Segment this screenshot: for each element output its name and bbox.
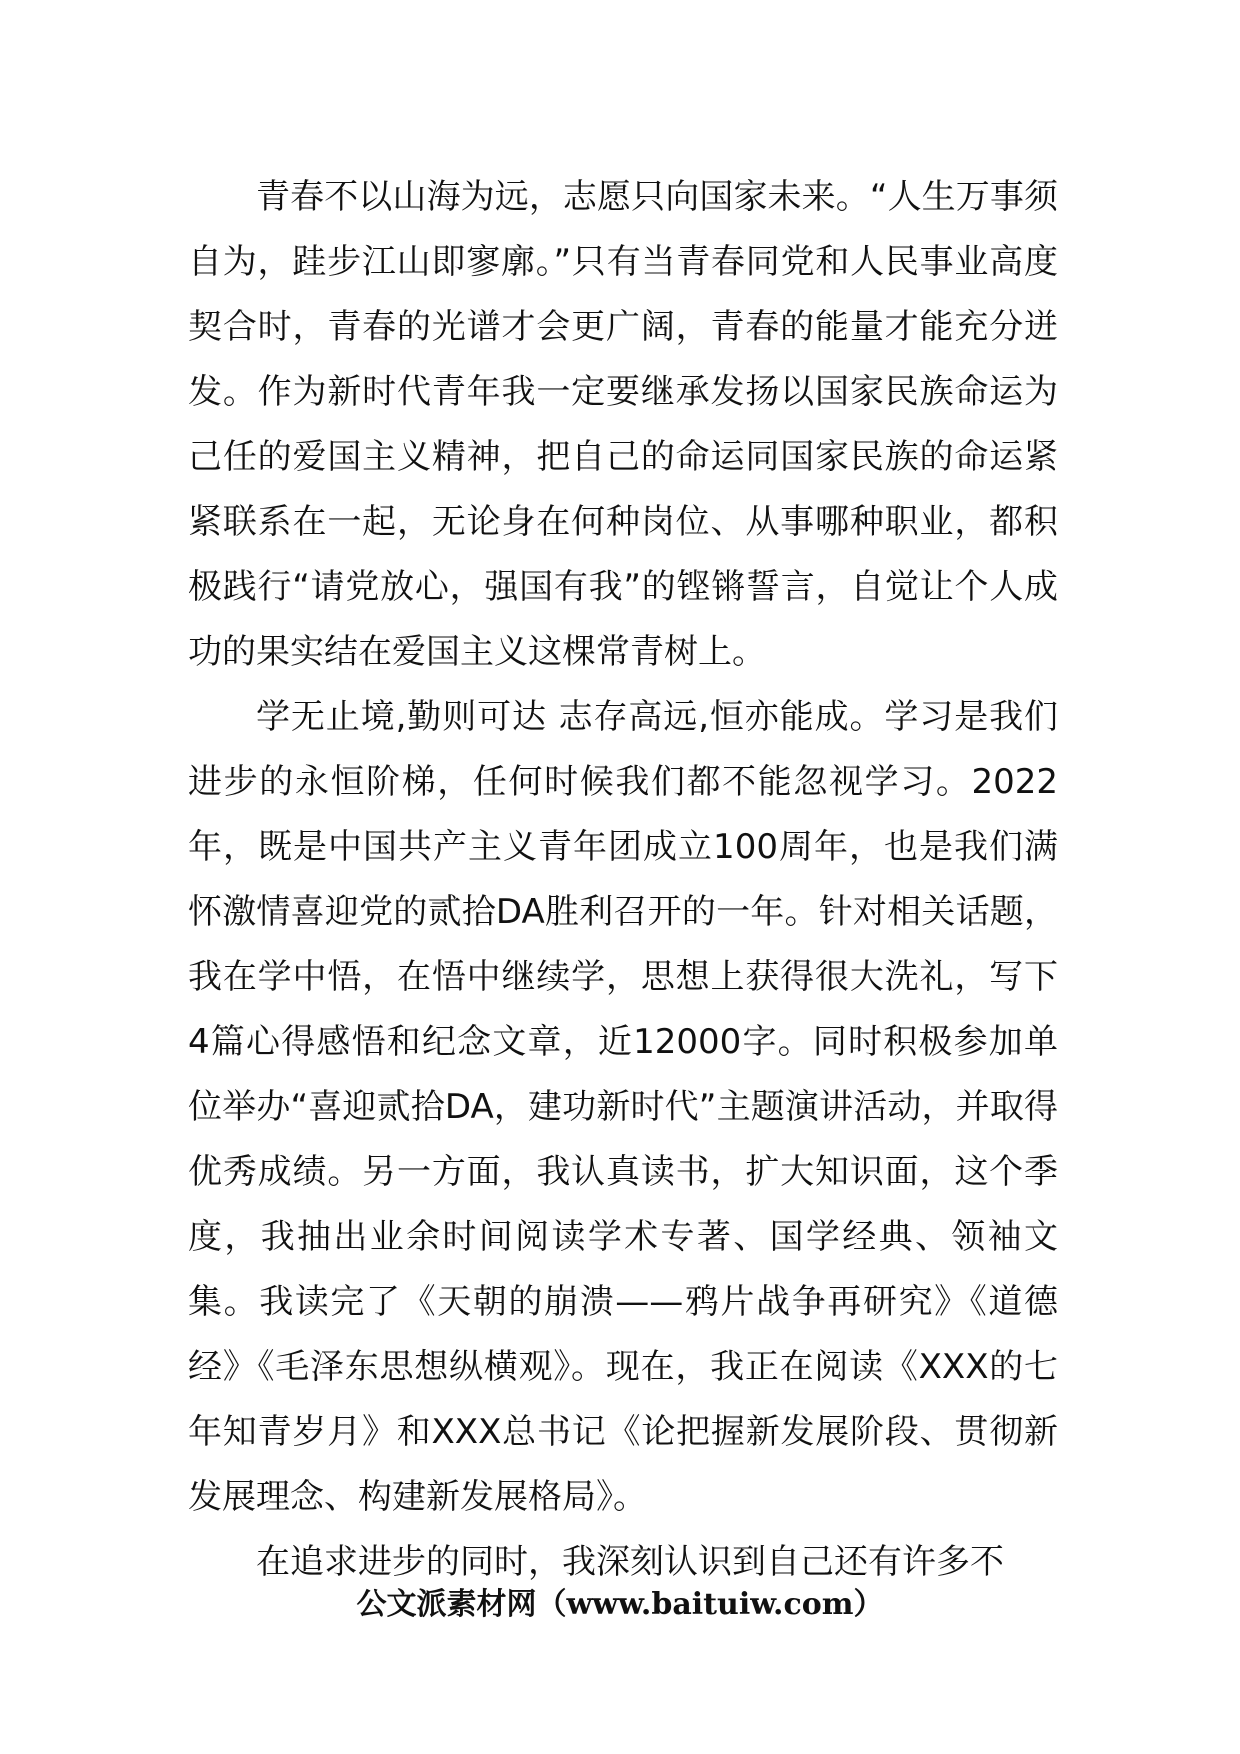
document-body bbox=[188, 165, 1058, 1595]
paragraph-3: 在追求进步的同时，我深刻认识到自己还有许多不 bbox=[256, 1542, 1004, 1582]
footer-watermark: 公文派素材网（www.baituiw.com） bbox=[356, 1587, 884, 1622]
paragraph-1: 青春不以山海为远，志愿只向国家未来。“人生万事须自为，跬步江山即寥廓。”只有当青春同党和人民事业高度契合时，青春的光谱才会更广阔，青春的能量才能充分迸发。作为新时代青年我一定要继承发扬以国家民族命运为己任的爱国主义精神，把自己的命运同国家民族的命运紧紧联系在一起，无论身在何种岗位、从事哪种职业，都积极践行“请党放心，强国有我”的铿锵誓言，自觉让个人成功的果实结在爱国主义这棵常青树上。 bbox=[188, 177, 1058, 672]
paragraph-2: 学无止境,勤则可达 志存高远,恒亦能成。学习是我们进步的永恒阶梯，任何时候我们都不能忽视学习。2022年，既是中国共产主义青年团成立100周年，也是我们满怀激情喜迎党的贰拾DA胜利召开的一年。针对相关话题，我在学中悟，在悟中继续学，思想上获得很大洗礼，写下4篇心得感悟和纪念文章，近12000字。同时积极参加单位举办“喜迎贰拾DA，建功新时代”主题演讲活动，并取得优秀成绩。另一方面，我认真读书，扩大知识面，这个季度，我抽出业余时间阅读学术专著、国学经典、领袖文集。我读完了《天朝的崩溃——鸦片战争再研究》《道德经》《毛泽东思想纵横观》。现在，我正在阅读《XXX的七年知青岁月》和XXX总书记《论把握新发展阶段、贯彻新发展理念、构建新发展格局》。 bbox=[188, 697, 1058, 1517]
